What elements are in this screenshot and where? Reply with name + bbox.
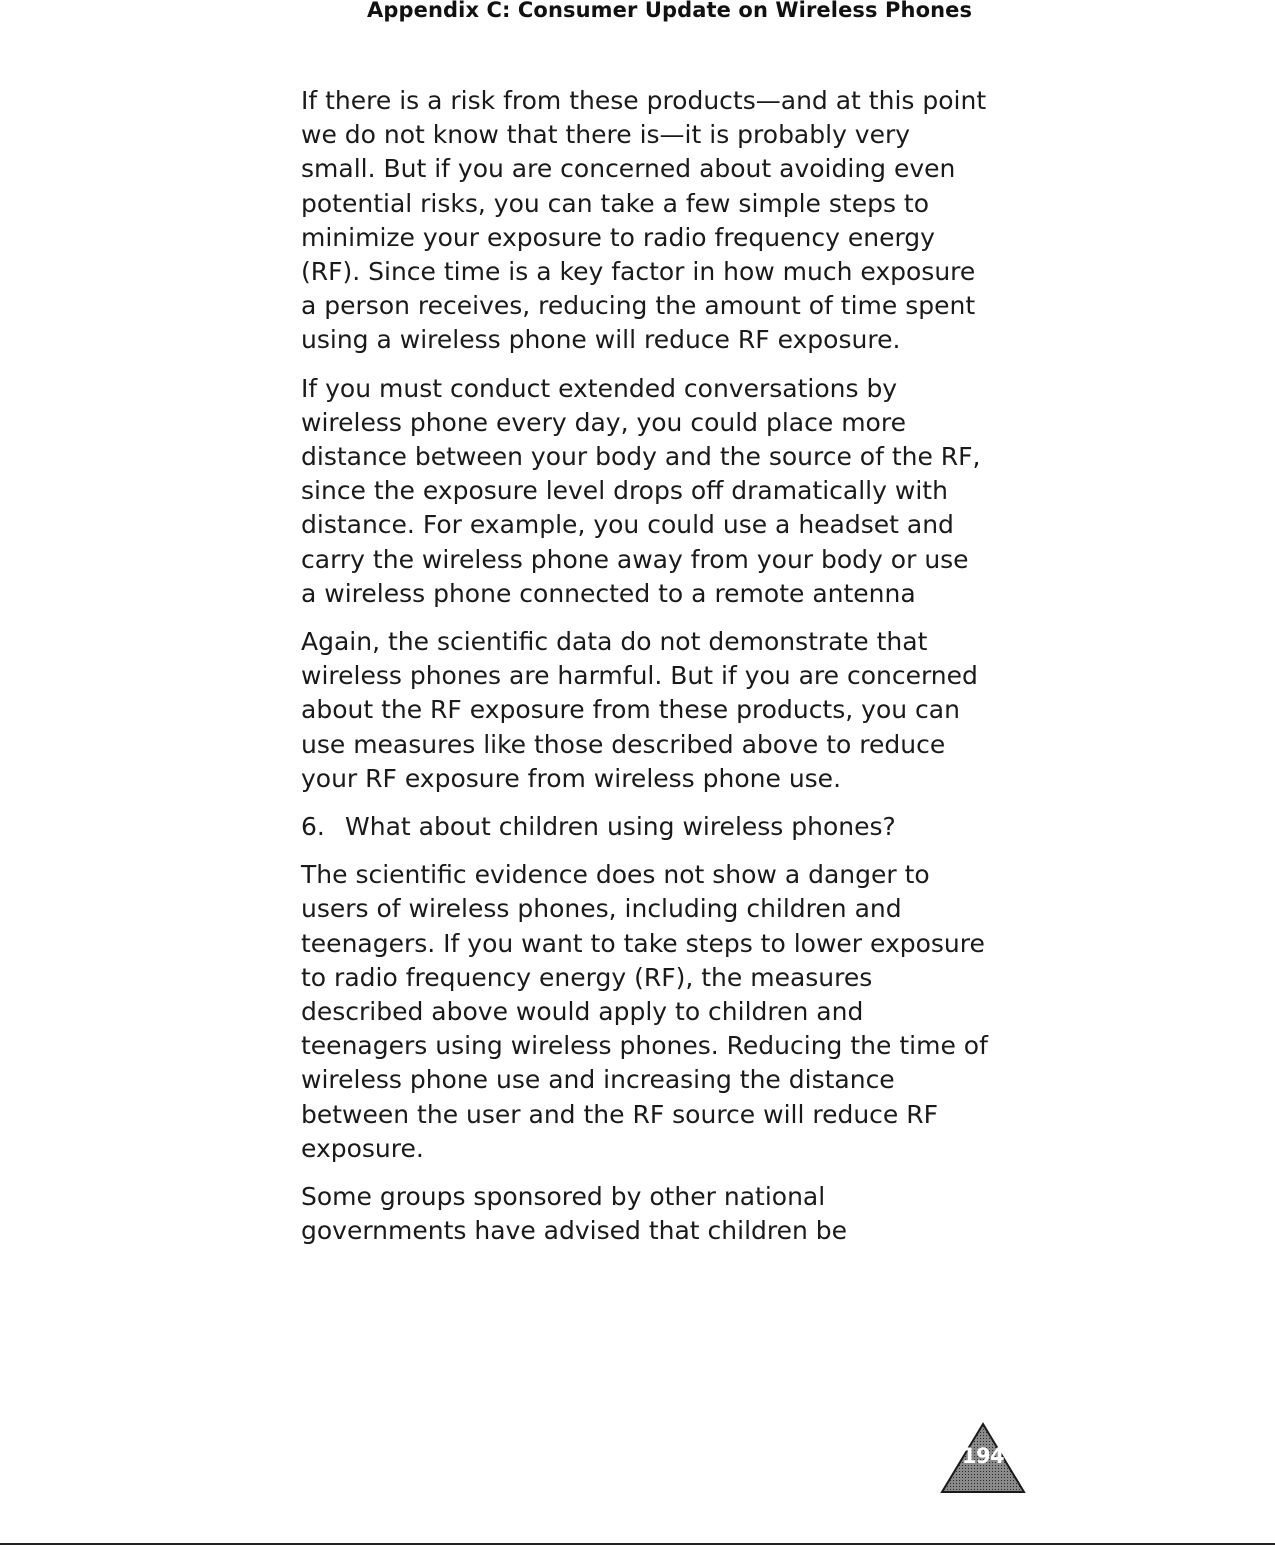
bottom-divider: [0, 1543, 1275, 1545]
paragraph-risk: If there is a risk from these products—and at this point we do not know that there is—it is probably very small. But if you are concerned about avoiding even potential risks, you can take a few simple steps to minimize your exposure to radio frequency energy (RF). Since time is a key factor in how much exposure a person receives, reducing the amount of time spent using a wireless phone will reduce RF exposure.: [301, 86, 987, 355]
document-body: [301, 84, 991, 1263]
page-number-badge: [938, 1420, 1028, 1496]
paragraph-scientific-data: Again, the scientific data do not demonstrate that wireless phones are harmful. But if you are concerned about the RF exposure from these products, you can use measures like those described above to reduce your RF exposure from wireless phone use.: [301, 627, 978, 793]
page-header: Appendix C: Consumer Update on Wireless Phones: [367, 0, 973, 22]
page-number: 194: [961, 1444, 1005, 1468]
section-question: [301, 810, 991, 844]
paragraph-extended-conversations: If you must conduct extended conversations by wireless phone every day, you could place more distance between your body and the source of the RF, since the exposure level drops off dramatically with distance. For example, you could use a headset and carry the wireless phone away from your body or use a wireless phone connected to a remote antenna: [301, 373, 981, 608]
paragraph-national-governments: Some groups sponsored by other national governments have advised that children be: [301, 1182, 848, 1246]
paragraph-children-evidence: The scientific evidence does not show a danger to users of wireless phones, including children and teenagers. If you want to take steps to lower exposure to radio frequency energy (RF), the measures described above would apply to children and teenagers using wireless phones. Reducing the time of wireless phone use and increasing the distance between the user and the RF source will reduce RF exposure.: [301, 860, 988, 1163]
question-text: What about children using wireless phones?: [345, 812, 896, 842]
question-number: 6.: [301, 812, 325, 842]
